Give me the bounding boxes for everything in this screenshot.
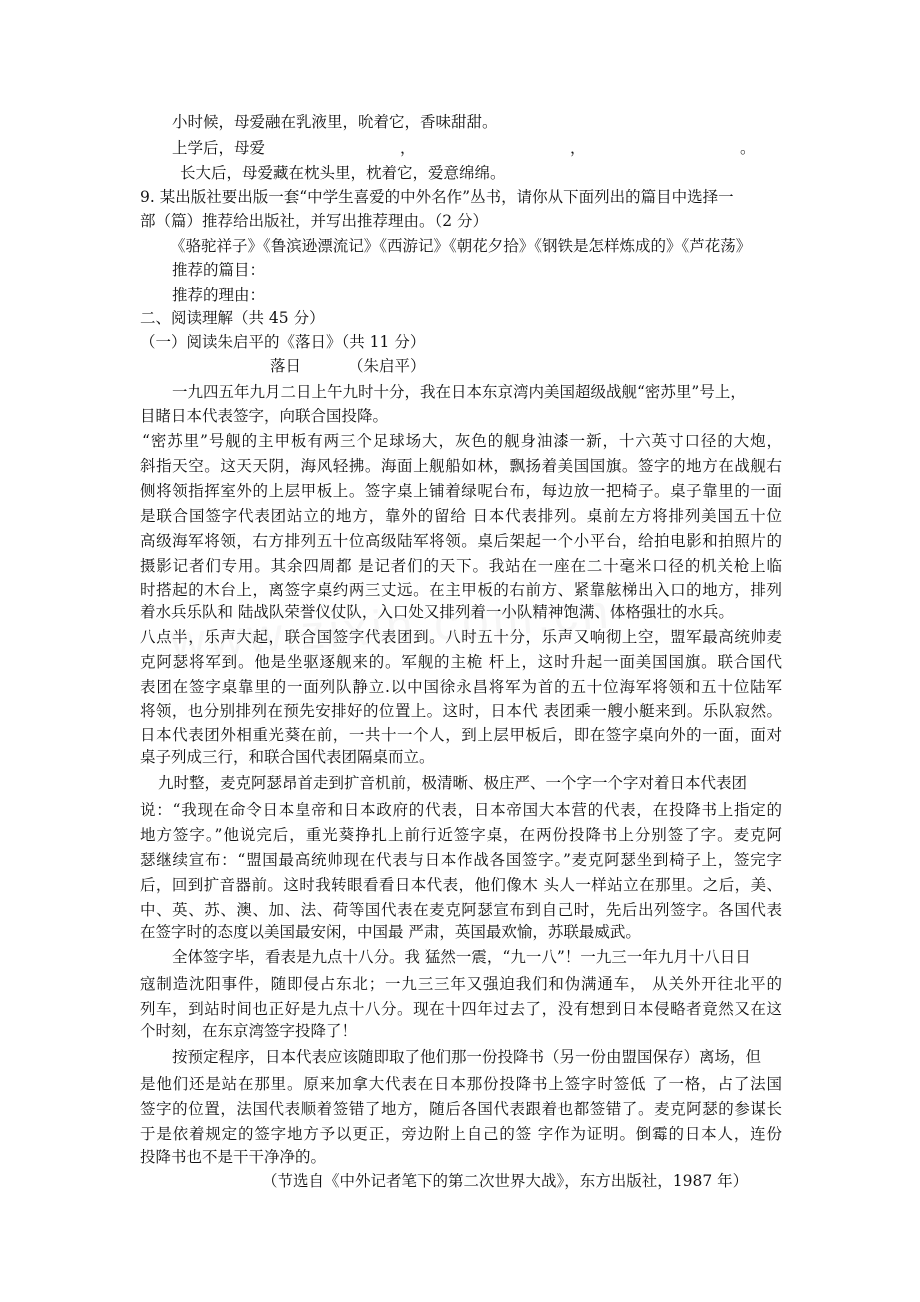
p3-line: 日本代表团外相重光葵在前，一共十一个人，到上层甲板后，即在签字桌向外的一面，面对 xyxy=(140,726,782,744)
fill-blank-comma-1: ， xyxy=(400,139,416,157)
p2-line: 时搭起的木台上，离签字桌约两三丈远。在主甲板的右前方、紧靠舷梯出入口的地方，排列 xyxy=(140,581,782,599)
p6-line: 是他们还是站在那里。原来加拿大代表在日本那份投降书上签字时签低 了一格，占了法国 xyxy=(140,1075,782,1093)
p4-line: 说：“我现在命令日本皇帝和日本政府的代表，日本帝国大本营的代表，在投降书上指定的 xyxy=(140,801,782,819)
p3-line: 八点半，乐声大起，联合国签字代表团到。八时五十分，乐声又响彻上空，盟军最高统帅麦 xyxy=(140,628,782,646)
p5-line: 寇制造沈阳事件，随即侵占东北；一九三三年又强迫我们和伪满通车， 从关外开往北平的 xyxy=(140,975,782,993)
fill-blank-line-3: 长大后，母爱藏在枕头里，枕着它，爱意绵绵。 xyxy=(180,164,506,182)
q9-prompt-line-1: 9. 某出版社要出版一套“中学生喜爱的中外名作”丛书，请你从下面列出的篇目中选择一 xyxy=(140,188,734,206)
p4-line: 瑟继续宣布：“盟国最高统帅现在代表与日本作战各国签字。”麦克阿瑟坐到椅子上，签完字 xyxy=(140,851,782,869)
p3-line: 表团在签字桌靠里的一面列队静立.以中国徐永昌将军为首的五十位海军将领和五十位陆军 xyxy=(140,678,782,696)
p4-line: 在签字时的态度以美国最安闲，中国最 严肃，英国最欢愉，苏联最威武。 xyxy=(140,923,641,941)
fill-blank-line-1: 小时候，母爱融在乳液里，吮着它，香味甜甜。 xyxy=(172,113,498,131)
p3-line: 克阿瑟将军到。他是坐驱逐舰来的。军舰的主桅 杆上，这时升起一面美国国旗。联合国代 xyxy=(140,653,782,671)
p2-line: 侧将领指挥室外的上层甲板上。签字桌上铺着绿呢台布，每边放一把椅子。桌子靠里的一面 xyxy=(140,482,782,500)
p5-line: 列车，到站时间也正好是九点十八分。现在十四年过去了，没有想到日本侵略者竟然又在这 xyxy=(140,1000,782,1018)
fill-blank-comma-2: ， xyxy=(570,139,586,157)
p5-line: 全体签字毕，看表是九点十八分。我 猛然一震，“九一八”！一九三一年九月十八日日 xyxy=(172,948,751,966)
p2-line: 着水兵乐队和 陆战队荣誉仪仗队，入口处又排列着一小队精神饱满、体格强壮的水兵。 xyxy=(140,603,734,621)
p6-line: 于是依着规定的签字地方予以更正，旁边附上自己的签 字作为证明。倒霉的日本人，连份 xyxy=(140,1125,782,1143)
p2-line: 斜指天空。这天天阴，海风轻拂。海面上舰船如林，飘扬着美国国旗。签字的地方在战舰右 xyxy=(140,457,782,475)
p6-line: 按预定程序，日本代表应该随即取了他们那一份投降书（另一份由盟国保存）离场，但 xyxy=(172,1048,762,1066)
q9-reason-label: 推荐的理由： xyxy=(172,286,266,304)
p1-line: 目睹日本代表签字，向联合国投降。 xyxy=(140,407,389,425)
p2-line: 是联合国签字代表团站立的地方，靠外的留给 日本代表排列。桌前左方将排列美国五十位 xyxy=(140,507,782,525)
p1-line: 一九四五年九月二日上午九时十分，我在日本东京湾内美国超级战舰“密苏里”号上， xyxy=(172,383,746,401)
section-2-heading: 二、阅读理解（共 45 分） xyxy=(140,309,325,327)
p5-line: 个时刻，在东京湾签字投降了！ xyxy=(140,1022,358,1040)
p2-line: “密苏里”号舰的主甲板有两三个足球场大，灰色的舰身油漆一新，十六英寸口径的大炮， xyxy=(142,432,782,450)
article-source: （节选自《中外记者笔下的第二次世界大战》，东方出版社，1987 年） xyxy=(262,1172,749,1190)
q9-recommended-label: 推荐的篇目： xyxy=(172,261,266,279)
p3-line: 桌子列成三行，和联合国代表团隔桌而立。 xyxy=(140,748,435,766)
p4-line: 地方签字。”他说完后，重光葵挣扎上前行近签字桌，在两份投降书上分别签了字。麦克阿 xyxy=(140,826,782,844)
article-author: （朱启平） xyxy=(348,357,426,375)
p6-line: 投降书也不是干干净净的。 xyxy=(140,1148,327,1166)
article-title: 落日 xyxy=(270,357,302,375)
q9-prompt-line-2: 部（篇）推荐给出版社，并写出推荐理由。（2 分） xyxy=(140,212,489,230)
fill-blank-period: 。 xyxy=(740,139,756,157)
q9-works-list: 《骆驼祥子》《鲁滨逊漂流记》《西游记》《朝花夕拾》《钢铁是怎样炼成的》《芦花荡》 xyxy=(170,237,752,255)
section-2-sub-heading: （一）阅读朱启平的《落日》（共 11 分） xyxy=(140,333,426,351)
p2-line: 摄影记者们专用。其余四周都 是记者们的天下。我站在一座在二十毫米口径的机关枪上临 xyxy=(140,557,782,575)
fill-blank-line-2-start: 上学后，母爱 xyxy=(172,139,266,157)
p4-line: 后，回到扩音器前。这时我转眼看看日本代表，他们像木 头人一样站立在那里。之后，美、 xyxy=(140,876,782,894)
p3-line: 将领，也分别排列在预先安排好的位置上。这时，日本代 表团乘一艘小艇来到。乐队寂然。 xyxy=(140,702,782,720)
p4-line: 九时整，麦克阿瑟昂首走到扩音机前，极清晰、极庄严、一个字一个字对着日本代表团 xyxy=(158,774,748,792)
p6-line: 签字的位置，法国代表顺着签错了地方，随后各国代表跟着也都签错了。麦克阿瑟的参谋长 xyxy=(140,1100,782,1118)
p2-line: 高级海军将领，右方排列五十位高级陆军将领。桌后架起一个小平台，给拍电影和拍照片的 xyxy=(140,532,782,550)
p4-line: 中、英、苏、澳、加、法、荷等国代表在麦克阿瑟宣布到自己时，先后出列签字。各国代表 xyxy=(140,901,782,919)
